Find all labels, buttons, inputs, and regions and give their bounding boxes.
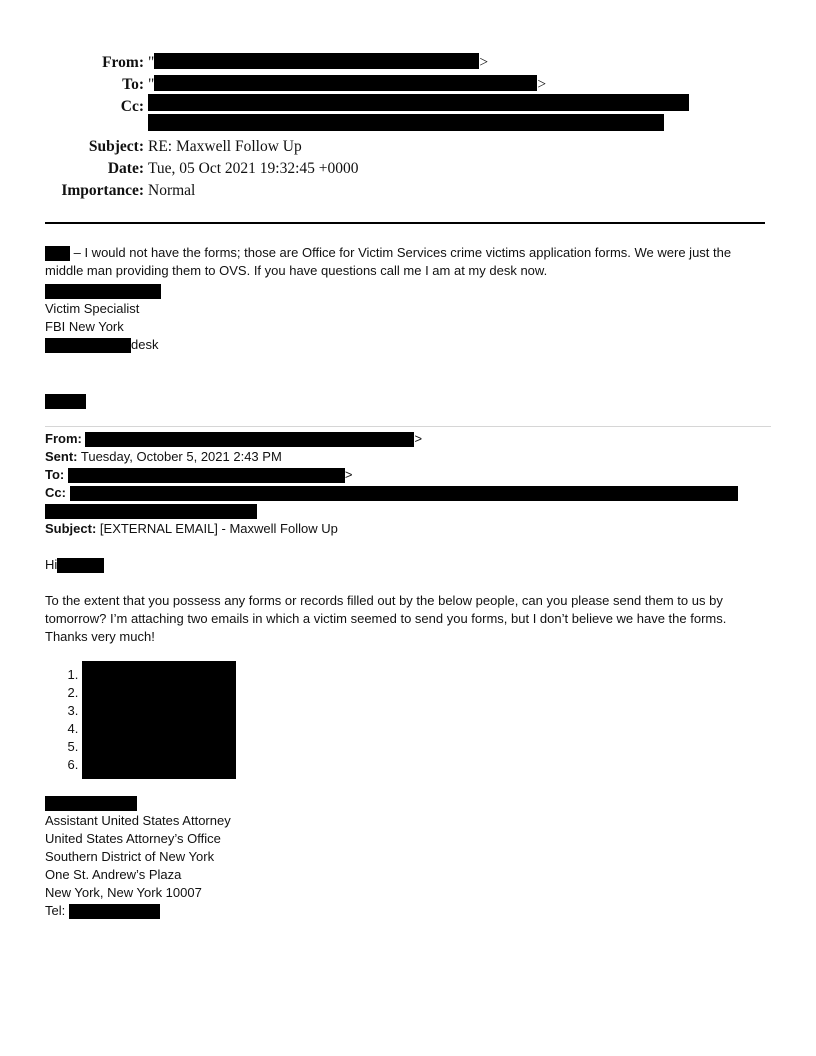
reply-sig-desk: desk: [45, 336, 770, 354]
redaction-box: [154, 75, 537, 91]
redaction-box: [57, 558, 104, 573]
orig-cc-row: Cc:: [45, 484, 770, 502]
redaction-box: [69, 904, 160, 919]
redaction-box: [45, 284, 161, 299]
date-value: Tue, 05 Oct 2021 19:32:45 +0000: [148, 160, 359, 177]
reply-text: – I would not have the forms; those are Office for Victim Services crime victims application forms. We were just the middle man providing them to OVS. If you have questions call me I am at my desk now.: [45, 245, 732, 278]
from-suffix: >: [479, 54, 489, 71]
reply-sig-org: FBI New York: [45, 319, 124, 334]
orig-from-row: From: >: [45, 431, 423, 446]
redaction-box: [82, 661, 236, 779]
redaction-box: [45, 796, 137, 811]
sig-title: Assistant United States Attorney: [45, 813, 231, 828]
redaction-box: [45, 338, 131, 353]
orig-sent-row: Sent: Tuesday, October 5, 2021 2:43 PM: [45, 449, 282, 464]
request-paragraph: To the extent that you possess any forms or records filled out by the below people, can you please send them to us by tomorrow? I’m attaching two emails in which a victim seemed to send you forms, but I don’t believe we have the forms. Thanks very much!: [45, 593, 727, 644]
to-quote: ": [148, 76, 155, 93]
sig-tel: Tel:: [45, 902, 770, 920]
message-separator: [45, 426, 771, 427]
orig-to-row: To: >: [45, 467, 353, 482]
date-label: Date:: [107, 160, 144, 177]
sig-address2: New York, New York 10007: [45, 885, 202, 900]
to-label: To:: [122, 76, 144, 93]
subject-label: Subject:: [88, 138, 144, 155]
subject-value: RE: Maxwell Follow Up: [148, 138, 302, 155]
orig-subject-row: Subject: [EXTERNAL EMAIL] - Maxwell Follow Up: [45, 521, 338, 536]
redaction-box: [45, 394, 86, 409]
sig-district: Southern District of New York: [45, 849, 215, 864]
sig-address1: One St. Andrew’s Plaza: [45, 867, 182, 882]
email-body: [45, 244, 770, 920]
header-divider: [45, 222, 765, 224]
redaction-box: [148, 94, 689, 111]
importance-label: Importance:: [61, 182, 144, 199]
to-suffix: >: [537, 76, 547, 93]
redaction-box: [68, 468, 345, 483]
greeting: Hi: [45, 556, 770, 574]
from-label: From:: [102, 54, 144, 71]
redaction-box: [45, 246, 70, 261]
cc-label: Cc:: [120, 98, 144, 115]
redaction-box: [154, 53, 479, 69]
redaction-box: [85, 432, 414, 447]
reply-sig-title: Victim Specialist: [45, 301, 140, 316]
from-quote: ": [148, 54, 155, 71]
redaction-box: [45, 504, 257, 519]
importance-value: Normal: [148, 182, 196, 199]
redaction-box: [148, 114, 664, 131]
names-list: [45, 666, 770, 774]
redaction-box: [70, 486, 738, 501]
sig-office: United States Attorney’s Office: [45, 831, 221, 846]
